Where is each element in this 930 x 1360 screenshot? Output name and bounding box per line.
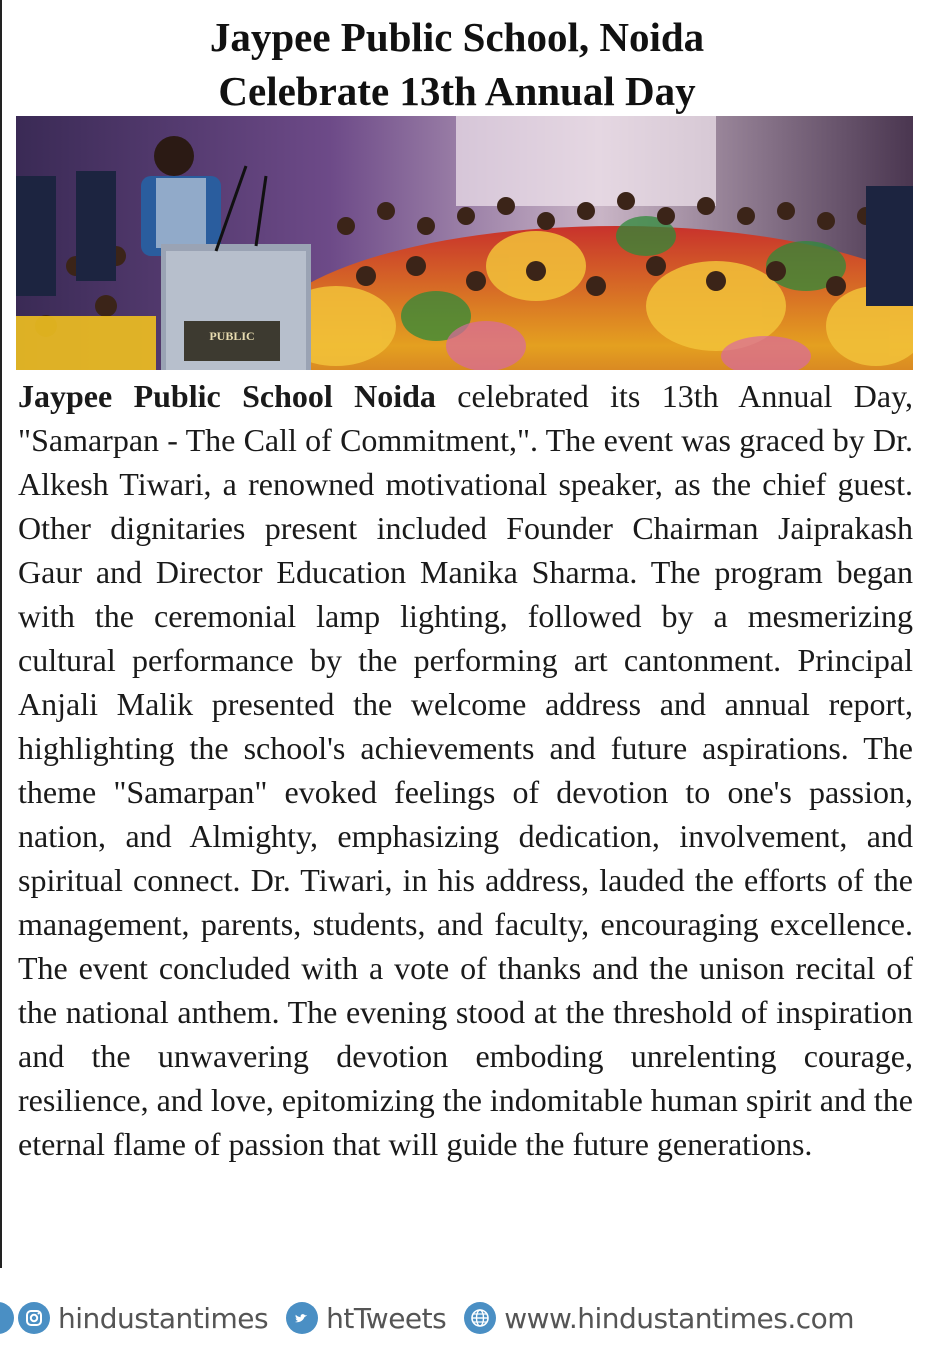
article-lead: Jaypee Public School Noida [18, 378, 436, 414]
website-url: www.hindustantimes.com [504, 1301, 855, 1335]
social-footer [0, 1296, 930, 1340]
footer-website[interactable] [464, 1302, 854, 1335]
headline-line-1: Jaypee Public School, Noida [209, 14, 705, 60]
footer-twitter[interactable] [286, 1302, 446, 1335]
instagram-handle: hindustantimes [58, 1301, 269, 1335]
column-rule [0, 0, 2, 1268]
headline-line-2: Celebrate 13th Annual Day [218, 68, 696, 114]
partial-icon [0, 1302, 14, 1334]
headline [0, 10, 914, 118]
podium-text: PUBLIC [209, 329, 255, 343]
twitter-handle: htTweets [326, 1301, 447, 1335]
footer-instagram[interactable] [0, 1302, 268, 1335]
article-body [18, 374, 913, 1166]
event-photo [16, 116, 913, 370]
globe-icon [464, 1302, 496, 1334]
twitter-icon [286, 1302, 318, 1334]
article-text: celebrated its 13th Annual Day, "Samarpan - The Call of Commitment,". The event was graced by Dr. Alkesh Tiwari, a renowned motivational speaker, as the chief guest. Other dignitaries present included Founder Chairman Jaiprakash Gaur and Director Education Manika Sharma. The program began with the ceremonial lamp lighting, followed by a mesmerizing cultural performance by the performing art cantonment. Principal Anjali Malik presented the welcome address and annual report, highlighting the school's achievements and future aspirations. The theme "Samarpan" evoked feelings of devotion to one's passion, nation, and Almighty, emphasizing dedication, involvement, and spiritual connect. Dr. Tiwari, in his address, lauded the efforts of the management, parents, students, and faculty, encouraging excellence. The event concluded with a vote of thanks and the unison recital of the national anthem. The evening stood at the threshold of inspiration and the unwavering devotion emboding unrelenting courage, resilience, and love, epitomizing the indomitable human spirit and the eternal flame of passion that will guide the future generations. [18, 378, 914, 1162]
instagram-icon [18, 1302, 50, 1334]
